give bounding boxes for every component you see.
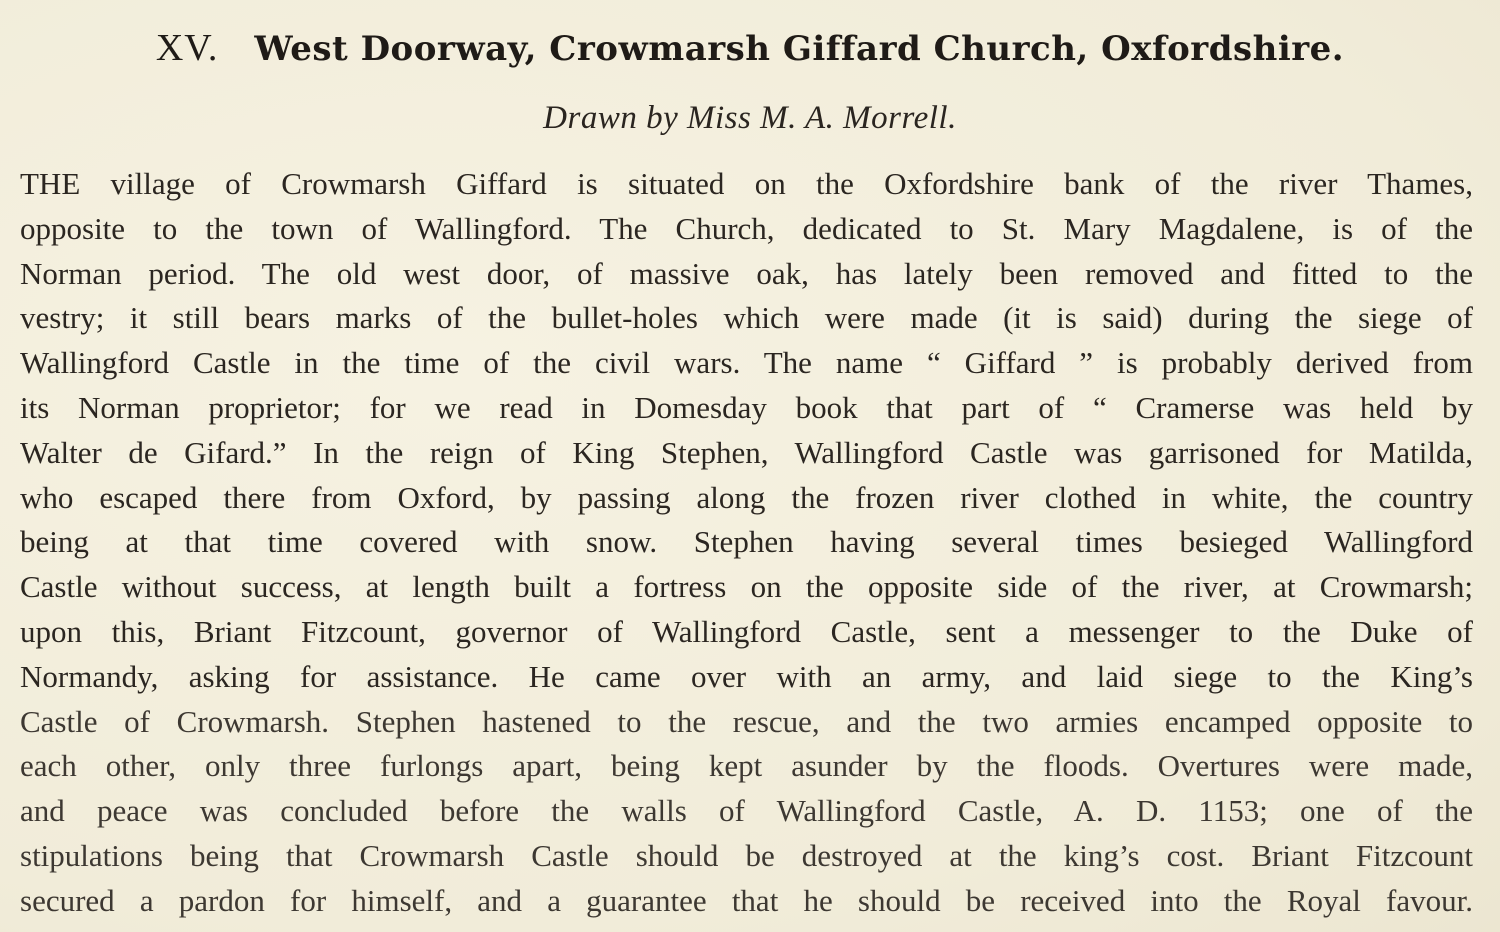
text-line: upon this, Briant Fitzcount, governor of Wallingford Castle, sent a messenger to the Duke of [20, 613, 1473, 649]
text-line: opposite to the town of Wallingford. The Church, dedicated to St. Mary Magdalene, is of the [20, 210, 1473, 246]
text-line: THE village of Crowmarsh Giffard is situated on the Oxfordshire bank of the river Thames, [20, 166, 1473, 201]
text-line: vestry; it still bears marks of the bullet-holes which were made (it is said) during the siege of [20, 300, 1473, 336]
text-line: being at that time covered with snow. Stephen having several times besieged Wallingford [20, 524, 1473, 560]
text-line: Wallingford Castle in the time of the civil wars. The name “ Giffard ” is probably derived from [20, 345, 1473, 381]
body-paragraph [20, 162, 1473, 924]
text-line: Walter de Gifard.” In the reign of King Stephen, Wallingford Castle was garrisoned for Matilda, [20, 434, 1473, 470]
plate-numeral: XV. [155, 27, 219, 69]
plate-heading [0, 26, 1500, 70]
illustrator-credit: Drawn by Miss M. A. Morrell. [543, 100, 957, 136]
text-line: Castle of Crowmarsh. Stephen hastened to the rescue, and the two armies encamped opposite to [20, 703, 1473, 739]
text-line: Castle without success, at length built a fortress on the opposite side of the river, at Crowmarsh; [20, 569, 1473, 605]
text-line: who escaped there from Oxford, by passing along the frozen river clothed in white, the country [20, 479, 1473, 515]
text-line: stipulations being that Crowmarsh Castle should be destroyed at the king’s cost. Briant Fitzcount [20, 837, 1473, 873]
text-line: each other, only three furlongs apart, being kept asunder by the floods. Overtures were made, [20, 748, 1473, 784]
plate-title: West Doorway, Crowmarsh Giffard Church, Oxfordshire. [254, 29, 1345, 69]
text-line: secured a pardon for himself, and a guarantee that he should be received into the Royal favour. [20, 882, 1473, 918]
text-line: its Norman proprietor; for we read in Domesday book that part of “ Cramerse was held by [20, 389, 1473, 425]
text-line: Normandy, asking for assistance. He came over with an army, and laid siege to the King’s [20, 658, 1473, 694]
text-line: and peace was concluded before the walls of Wallingford Castle, A. D. 1153; one of the [20, 793, 1473, 829]
text-line: Norman period. The old west door, of massive oak, has lately been removed and fitted to the [20, 255, 1473, 291]
